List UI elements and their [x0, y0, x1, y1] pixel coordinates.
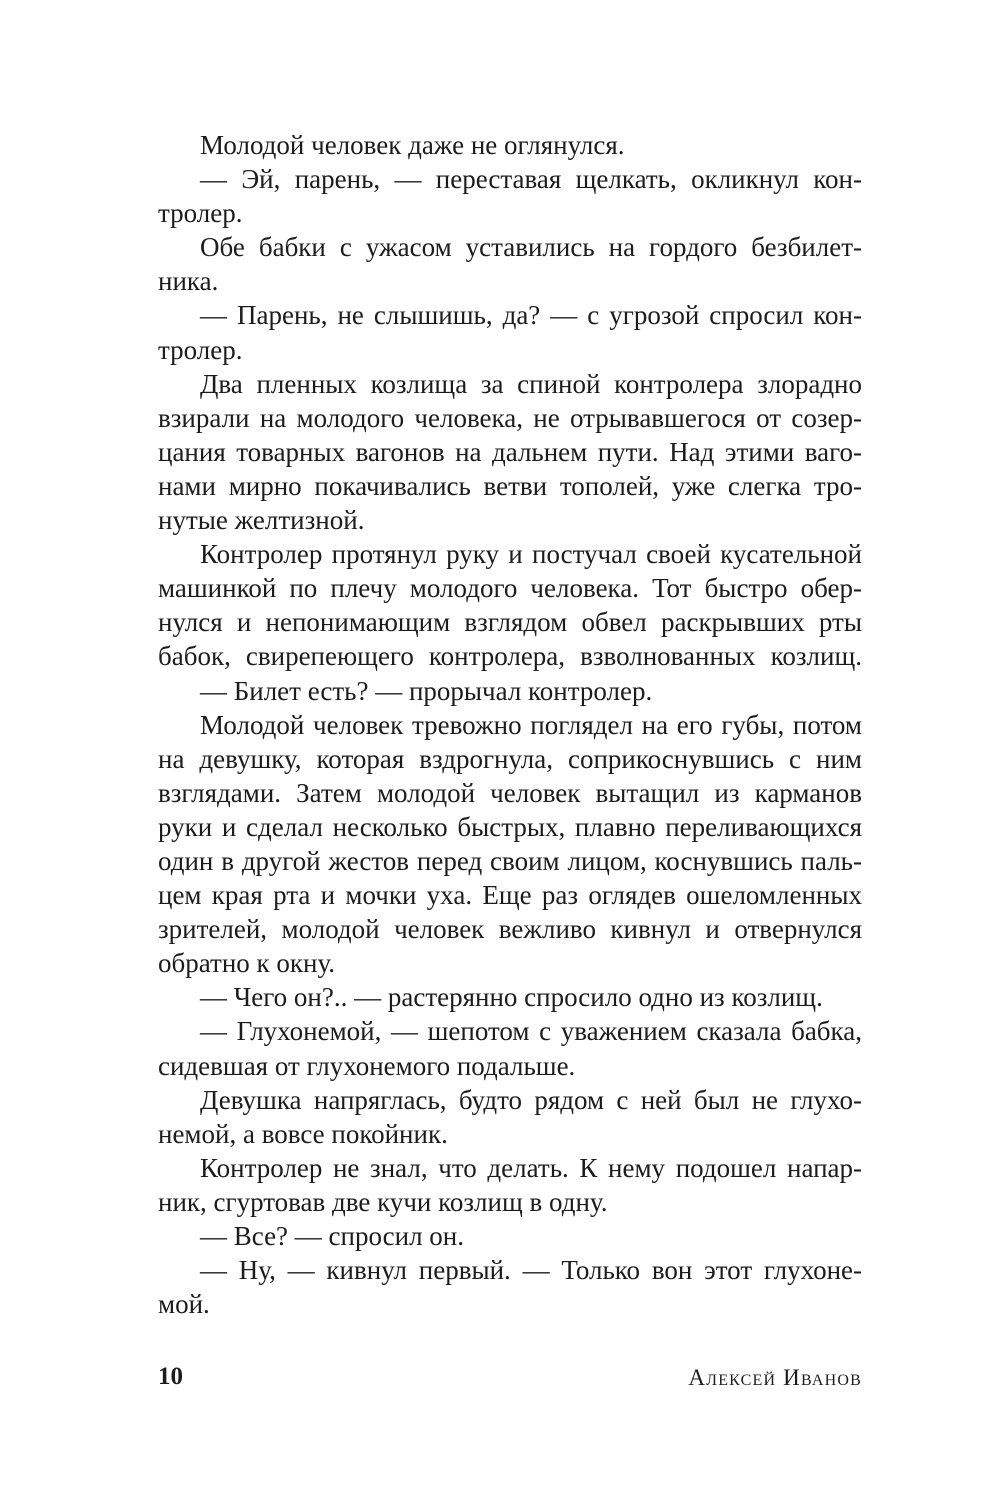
text-line: — Все? — спросил он.: [200, 1221, 465, 1251]
text-line: взирали на молодого человека, не отрывавшегося от созер-: [158, 402, 862, 433]
text-line: Два пленных козлища за спиной контролера злорадно: [200, 368, 862, 399]
text-line: мой.: [158, 1289, 210, 1320]
text-line: немой, а вовсе покойник.: [158, 1118, 448, 1149]
text-line: сидевшая от глухонемого подальше.: [158, 1050, 576, 1081]
text-line: бабок, свирепеющего контролера, взволнованных козлищ.: [158, 641, 862, 672]
text-line: нами мирно покачивались ветви тополей, уже слегка тро-: [158, 470, 862, 501]
text-line: — Ну, — кивнул первый. — Только вон этот глухоне-: [200, 1255, 862, 1286]
text-line: зрителей, молодой человек вежливо кивнул и отвернулся: [158, 914, 862, 945]
text-line: — Чего он?.. — растерянно спросило одно из козлищ.: [200, 982, 823, 1013]
text-line: взглядами. Затем молодой человек вытащил из карманов: [158, 777, 862, 808]
text-line: ника.: [158, 266, 219, 297]
text-line: руки и сделал несколько быстрых, плавно переливающихся: [158, 811, 862, 842]
text-line: Девушка напряглась, будто рядом с ней был не глухо-: [200, 1084, 862, 1115]
text-line: — Эй, парень, — переставая щелкать, окликнул кон-: [200, 164, 862, 195]
text-line: на девушку, которая вздрогнула, соприкоснувшись с ним: [158, 743, 862, 774]
text-line: ник, сгуртовав две кучи козлищ в одну.: [158, 1186, 608, 1217]
text-line: обратно к окну.: [158, 948, 336, 979]
text-line: Молодой человек тревожно поглядел на его губы, потом: [200, 709, 862, 740]
text-line: Молодой человек даже не оглянулся.: [200, 130, 625, 160]
text-line: — Парень, не слышишь, да? — с угрозой спросил кон-: [200, 300, 862, 331]
text-line: цания товарных вагонов на дальнем пути. Над этими ваго-: [158, 436, 862, 467]
text-line: цем края рта и мочки уха. Еще раз оглядев ошеломленных: [158, 880, 862, 911]
text-line: — Билет есть? — прорычал контролер.: [200, 675, 653, 706]
text-line: нутые желтизной.: [158, 505, 365, 536]
body-text: [158, 128, 862, 1321]
text-line: один в другой жестов перед своим лицом, коснувшись паль-: [158, 845, 862, 876]
text-line: — Глухонемой, — шепотом с уважением сказала бабка,: [200, 1016, 862, 1047]
text-line: Обе бабки с ужасом уставились на гордого безбилет-: [200, 232, 862, 263]
text-line: нулся и непонимающим взглядом обвел раскрывших рты: [158, 607, 862, 638]
text-line: машинкой по плечу молодого человека. Тот быстро обер-: [158, 573, 862, 604]
page-number: 10: [158, 1363, 183, 1390]
running-footer-author: Алексей Иванов: [688, 1365, 862, 1390]
text-line: тролер.: [158, 198, 243, 229]
text-line: Контролер протянул руку и постучал своей кусательной: [200, 539, 862, 570]
text-line: Контролер не знал, что делать. К нему подошел напар-: [200, 1152, 862, 1183]
text-line: тролер.: [158, 334, 243, 365]
